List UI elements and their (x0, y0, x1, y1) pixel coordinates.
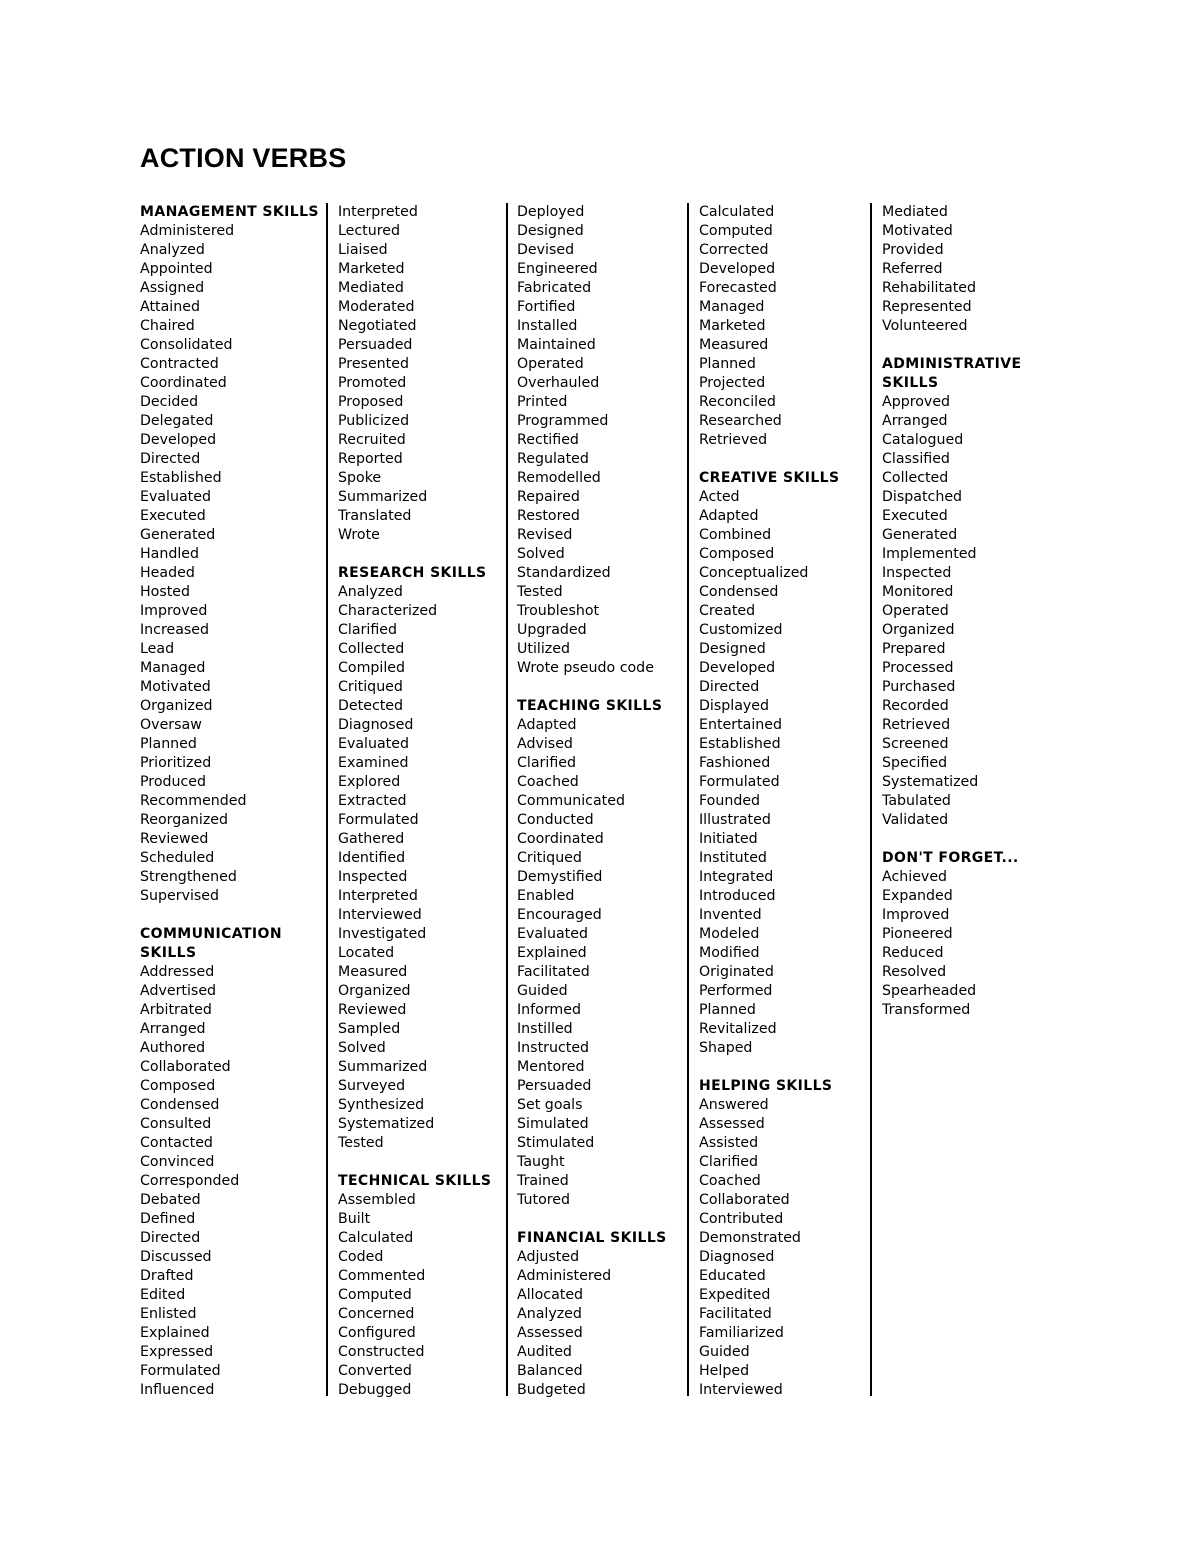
verb-item: Stimulated (517, 1135, 595, 1151)
verb-item: Detected (338, 698, 404, 714)
verb-item: Guided (699, 1344, 750, 1360)
verb-item: Solved (517, 546, 565, 562)
verb-item: Directed (140, 1230, 201, 1246)
verb-item: Reorganized (140, 812, 229, 828)
verb-item: Utilized (517, 641, 570, 657)
verb-item: Contributed (699, 1211, 784, 1227)
verb-item: Instructed (517, 1040, 590, 1056)
verb-item: Sampled (338, 1021, 401, 1037)
verb-item: Familiarized (699, 1325, 784, 1341)
verb-item: Extracted (338, 793, 407, 809)
verb-item: Educated (699, 1268, 766, 1284)
verb-item: Set goals (517, 1097, 583, 1113)
verb-item: Liaised (338, 242, 388, 258)
verb-item: Inspected (882, 565, 952, 581)
verb-item: Coded (338, 1249, 384, 1265)
verb-item: Initiated (699, 831, 758, 847)
verb-item: Developed (699, 261, 776, 277)
verb-item: Analyzed (140, 242, 205, 258)
verb-item: Spearheaded (882, 983, 977, 999)
section-heading: TECHNICAL SKILLS (338, 1173, 492, 1189)
verb-item: Pioneered (882, 926, 953, 942)
verb-item: Processed (882, 660, 954, 676)
verb-item: Programmed (517, 413, 609, 429)
verb-item: Analyzed (517, 1306, 582, 1322)
verb-item: Revitalized (699, 1021, 777, 1037)
verb-item: Informed (517, 1002, 581, 1018)
verb-item: Clarified (699, 1154, 758, 1170)
verb-item: Fortified (517, 299, 576, 315)
verb-item: Motivated (882, 223, 953, 239)
verb-item: Reported (338, 451, 403, 467)
verb-item: Gathered (338, 831, 405, 847)
verb-item: Reviewed (140, 831, 209, 847)
verb-item: Improved (882, 907, 950, 923)
verb-item: Edited (140, 1287, 186, 1303)
verb-item: Appointed (140, 261, 213, 277)
verb-item: Executed (140, 508, 206, 524)
verb-item: Validated (882, 812, 949, 828)
verb-item: Recommended (140, 793, 247, 809)
verb-item: Advertised (140, 983, 217, 999)
verb-item: Produced (140, 774, 207, 790)
verb-item: Mediated (338, 280, 404, 296)
verb-item: Headed (140, 565, 195, 581)
verb-item: Mentored (517, 1059, 585, 1075)
verb-item: Summarized (338, 1059, 428, 1075)
verb-item: Fashioned (699, 755, 771, 771)
verb-item: Simulated (517, 1116, 589, 1132)
verb-item: Composed (699, 546, 775, 562)
verb-item: Systematized (338, 1116, 435, 1132)
verb-item: Collaborated (140, 1059, 231, 1075)
verb-item: Diagnosed (699, 1249, 775, 1265)
verb-item: Expressed (140, 1344, 214, 1360)
verb-item: Persuaded (517, 1078, 592, 1094)
verb-item: Collected (882, 470, 949, 486)
verb-item: Retrieved (882, 717, 951, 733)
verb-item: Provided (882, 242, 944, 258)
verb-item: Modeled (699, 926, 760, 942)
verb-item: Operated (517, 356, 584, 372)
verb-item: Classified (882, 451, 950, 467)
verb-item: Communicated (517, 793, 625, 809)
verb-item: Invented (699, 907, 762, 923)
verb-item: Transformed (882, 1002, 971, 1018)
verb-item: Advised (517, 736, 573, 752)
verb-item: Scheduled (140, 850, 215, 866)
verb-item: Collaborated (699, 1192, 790, 1208)
verb-item: Monitored (882, 584, 954, 600)
verb-item: Delegated (140, 413, 214, 429)
verb-item: Assigned (140, 280, 205, 296)
verb-item: Planned (140, 736, 197, 752)
verb-item: Surveyed (338, 1078, 406, 1094)
verb-item: Defined (140, 1211, 196, 1227)
verb-item: Formulated (338, 812, 419, 828)
column-2 (338, 203, 508, 1396)
section-heading: CREATIVE SKILLS (699, 470, 840, 486)
verb-item: Concerned (338, 1306, 415, 1322)
verb-item: Examined (338, 755, 409, 771)
verb-item: Identified (338, 850, 406, 866)
verb-item: Revised (517, 527, 573, 543)
verb-item: Arranged (882, 413, 948, 429)
verb-item: Solved (338, 1040, 386, 1056)
verb-item: Rectified (517, 432, 579, 448)
section-heading: HELPING SKILLS (699, 1078, 833, 1094)
verb-item: Addressed (140, 964, 215, 980)
verb-item: Originated (699, 964, 774, 980)
verb-item: Increased (140, 622, 210, 638)
verb-item: Recorded (882, 698, 949, 714)
verb-item: Formulated (140, 1363, 221, 1379)
verb-item: Assessed (699, 1116, 765, 1132)
verb-item: Moderated (338, 299, 415, 315)
verb-item: Prepared (882, 641, 946, 657)
verb-item: Demystified (517, 869, 603, 885)
verb-item: Developed (699, 660, 776, 676)
verb-item: Specified (882, 755, 948, 771)
verb-item: Contracted (140, 356, 219, 372)
verb-item: Interpreted (338, 888, 418, 904)
verb-item: Approved (882, 394, 951, 410)
verb-item: Tested (517, 584, 563, 600)
verb-item: Oversaw (140, 717, 202, 733)
verb-item: Enlisted (140, 1306, 197, 1322)
verb-item: Tested (338, 1135, 384, 1151)
verb-item: Adapted (699, 508, 759, 524)
verb-item: Explained (517, 945, 587, 961)
verb-item: Screened (882, 736, 949, 752)
section-heading: MANAGEMENT SKILLS (140, 204, 319, 220)
verb-item: Answered (699, 1097, 769, 1113)
verb-item: Condensed (140, 1097, 220, 1113)
section-heading: TEACHING SKILLS (517, 698, 663, 714)
verb-item: Established (699, 736, 781, 752)
verb-item: Administered (140, 223, 235, 239)
verb-item: Entertained (699, 717, 783, 733)
verb-item: Repaired (517, 489, 580, 505)
verb-item: Investigated (338, 926, 427, 942)
verb-item: Directed (699, 679, 760, 695)
verb-item: Combined (699, 527, 772, 543)
verb-item: Regulated (517, 451, 589, 467)
verb-item: Encouraged (517, 907, 602, 923)
verb-item: Managed (140, 660, 206, 676)
verb-item: Hosted (140, 584, 191, 600)
verb-item: Debated (140, 1192, 201, 1208)
verb-item: Interviewed (699, 1382, 783, 1398)
verb-item: Allocated (517, 1287, 584, 1303)
verb-item: Prioritized (140, 755, 212, 771)
verb-item: Designed (517, 223, 584, 239)
verb-item: Motivated (140, 679, 211, 695)
verb-item: Created (699, 603, 756, 619)
verb-item: Facilitated (517, 964, 590, 980)
verb-item: Built (338, 1211, 371, 1227)
verb-item: Developed (140, 432, 217, 448)
verb-item: Publicized (338, 413, 410, 429)
verb-item: Instilled (517, 1021, 573, 1037)
verb-item: Demonstrated (699, 1230, 801, 1246)
verb-item: Remodelled (517, 470, 601, 486)
verb-item: Interpreted (338, 204, 418, 220)
verb-item: Instituted (699, 850, 767, 866)
verb-item: Presented (338, 356, 409, 372)
verb-item: Lectured (338, 223, 400, 239)
verb-item: Assisted (699, 1135, 759, 1151)
verb-item: Negotiated (338, 318, 417, 334)
verb-item: Contacted (140, 1135, 213, 1151)
verb-item: Supervised (140, 888, 220, 904)
verb-item: Spoke (338, 470, 382, 486)
verb-item: Referred (882, 261, 943, 277)
verb-item: Authored (140, 1040, 206, 1056)
verb-item: Explored (338, 774, 401, 790)
verb-item: Strengthened (140, 869, 237, 885)
verb-item: Consolidated (140, 337, 233, 353)
verb-item: Rehabilitated (882, 280, 977, 296)
verb-item: Retrieved (699, 432, 768, 448)
verb-item: Balanced (517, 1363, 583, 1379)
verb-item: Calculated (699, 204, 775, 220)
verb-item: Printed (517, 394, 568, 410)
verb-item: Volunteered (882, 318, 968, 334)
column-4 (699, 203, 872, 1396)
verb-item: Adjusted (517, 1249, 580, 1265)
verb-item: Customized (699, 622, 783, 638)
verb-item: Coordinated (140, 375, 227, 391)
verb-item: Reduced (882, 945, 944, 961)
verb-item: Computed (338, 1287, 412, 1303)
verb-item: Taught (517, 1154, 565, 1170)
verb-item: Tabulated (882, 793, 951, 809)
verb-item: Corrected (699, 242, 769, 258)
verb-item: Upgraded (517, 622, 587, 638)
verb-item: Coached (517, 774, 579, 790)
verb-item: Diagnosed (338, 717, 414, 733)
verb-item: Systematized (882, 774, 979, 790)
verb-item: Displayed (699, 698, 770, 714)
verb-item: Budgeted (517, 1382, 586, 1398)
verb-item: Researched (699, 413, 782, 429)
verb-item: Fabricated (517, 280, 592, 296)
verb-item: Enabled (517, 888, 575, 904)
column-3 (517, 203, 689, 1396)
verb-item: Summarized (338, 489, 428, 505)
verb-item: Measured (699, 337, 769, 353)
verb-item: Composed (140, 1078, 216, 1094)
verb-item: Restored (517, 508, 580, 524)
verb-item: Translated (338, 508, 412, 524)
section-heading: RESEARCH SKILLS (338, 565, 487, 581)
verb-item: Engineered (517, 261, 598, 277)
verb-item: Illustrated (699, 812, 771, 828)
verb-item: Represented (882, 299, 972, 315)
verb-item: Directed (140, 451, 201, 467)
verb-item: Inspected (338, 869, 408, 885)
verb-item: Handled (140, 546, 200, 562)
verb-item: Reviewed (338, 1002, 407, 1018)
verb-item: Interviewed (338, 907, 422, 923)
verb-item: Founded (699, 793, 761, 809)
verb-item: Debugged (338, 1382, 412, 1398)
verb-item: Trained (517, 1173, 569, 1189)
verb-item: Lead (140, 641, 175, 657)
verb-item: Coordinated (517, 831, 604, 847)
verb-item: Compiled (338, 660, 406, 676)
verb-item: Drafted (140, 1268, 194, 1284)
verb-item: Assessed (517, 1325, 583, 1341)
verb-item: Projected (699, 375, 766, 391)
verb-item: Purchased (882, 679, 956, 695)
verb-item: Corresponded (140, 1173, 240, 1189)
verb-item: Chaired (140, 318, 195, 334)
verb-item: Analyzed (338, 584, 403, 600)
section-heading: DON'T FORGET... (882, 850, 1019, 866)
verb-item: Installed (517, 318, 578, 334)
verb-item: Converted (338, 1363, 412, 1379)
verb-item: Generated (882, 527, 958, 543)
verb-item: Discussed (140, 1249, 212, 1265)
verb-item: Tutored (517, 1192, 571, 1208)
verb-item: Introduced (699, 888, 776, 904)
verb-item: Expedited (699, 1287, 771, 1303)
verb-item: Computed (699, 223, 773, 239)
section-heading: COMMUNICATION SKILLS (140, 926, 282, 961)
verb-item: Improved (140, 603, 208, 619)
verb-item: Achieved (882, 869, 948, 885)
verb-item: Arbitrated (140, 1002, 212, 1018)
verb-item: Synthesized (338, 1097, 425, 1113)
verb-item: Shaped (699, 1040, 753, 1056)
verb-item: Conceptualized (699, 565, 809, 581)
verb-item: Reconciled (699, 394, 776, 410)
verb-item: Planned (699, 1002, 756, 1018)
verb-item: Managed (699, 299, 765, 315)
verb-item: Wrote pseudo code (517, 660, 654, 676)
verb-item: Evaluated (338, 736, 409, 752)
verb-item: Characterized (338, 603, 438, 619)
verb-item: Maintained (517, 337, 596, 353)
verb-item: Marketed (338, 261, 405, 277)
verb-item: Organized (140, 698, 213, 714)
verb-item: Collected (338, 641, 405, 657)
verb-item: Decided (140, 394, 199, 410)
verb-item: Promoted (338, 375, 407, 391)
verb-item: Helped (699, 1363, 750, 1379)
verb-item: Designed (699, 641, 766, 657)
verb-item: Consulted (140, 1116, 212, 1132)
verb-item: Constructed (338, 1344, 425, 1360)
verb-item: Catalogued (882, 432, 964, 448)
verb-item: Executed (882, 508, 948, 524)
verb-item: Conducted (517, 812, 594, 828)
verb-item: Critiqued (517, 850, 582, 866)
verb-item: Implemented (882, 546, 977, 562)
verb-item: Organized (338, 983, 411, 999)
verb-item: Established (140, 470, 222, 486)
verb-item: Formulated (699, 774, 780, 790)
verb-item: Organized (882, 622, 955, 638)
verb-item: Modified (699, 945, 760, 961)
column-1 (140, 203, 328, 1396)
verb-item: Adapted (517, 717, 577, 733)
verb-item: Located (338, 945, 395, 961)
verb-item: Marketed (699, 318, 766, 334)
verb-item: Resolved (882, 964, 947, 980)
verb-item: Deployed (517, 204, 585, 220)
verb-item: Devised (517, 242, 575, 258)
verb-item: Overhauled (517, 375, 600, 391)
verb-item: Arranged (140, 1021, 206, 1037)
verb-item: Audited (517, 1344, 572, 1360)
verb-item: Coached (699, 1173, 761, 1189)
verb-item: Evaluated (517, 926, 588, 942)
verb-item: Expanded (882, 888, 953, 904)
verb-item: Measured (338, 964, 408, 980)
verb-item: Planned (699, 356, 756, 372)
verb-item: Evaluated (140, 489, 211, 505)
verb-item: Troubleshot (517, 603, 600, 619)
verb-item: Persuaded (338, 337, 413, 353)
verb-item: Configured (338, 1325, 416, 1341)
verb-item: Attained (140, 299, 200, 315)
verb-item: Critiqued (338, 679, 403, 695)
verb-item: Recruited (338, 432, 406, 448)
verb-item: Wrote (338, 527, 380, 543)
verb-item: Convinced (140, 1154, 215, 1170)
verb-item: Calculated (338, 1230, 414, 1246)
verb-item: Proposed (338, 394, 404, 410)
verb-item: Facilitated (699, 1306, 772, 1322)
verb-item: Forecasted (699, 280, 777, 296)
page-title: ACTION VERBS (140, 143, 347, 173)
section-heading: ADMINISTRATIVE SKILLS (882, 356, 1022, 391)
verb-item: Dispatched (882, 489, 963, 505)
verb-item: Acted (699, 489, 740, 505)
verb-item: Operated (882, 603, 949, 619)
verb-item: Clarified (517, 755, 576, 771)
section-heading: FINANCIAL SKILLS (517, 1230, 667, 1246)
column-5 (882, 203, 1052, 1020)
verb-item: Performed (699, 983, 773, 999)
verb-item: Integrated (699, 869, 774, 885)
verb-item: Generated (140, 527, 216, 543)
verb-item: Influenced (140, 1382, 215, 1398)
verb-item: Clarified (338, 622, 397, 638)
verb-item: Explained (140, 1325, 210, 1341)
verb-item: Guided (517, 983, 568, 999)
verb-item: Assembled (338, 1192, 416, 1208)
verb-item: Condensed (699, 584, 779, 600)
verb-item: Commented (338, 1268, 426, 1284)
verb-item: Mediated (882, 204, 948, 220)
verb-item: Standardized (517, 565, 611, 581)
verb-item: Administered (517, 1268, 612, 1284)
